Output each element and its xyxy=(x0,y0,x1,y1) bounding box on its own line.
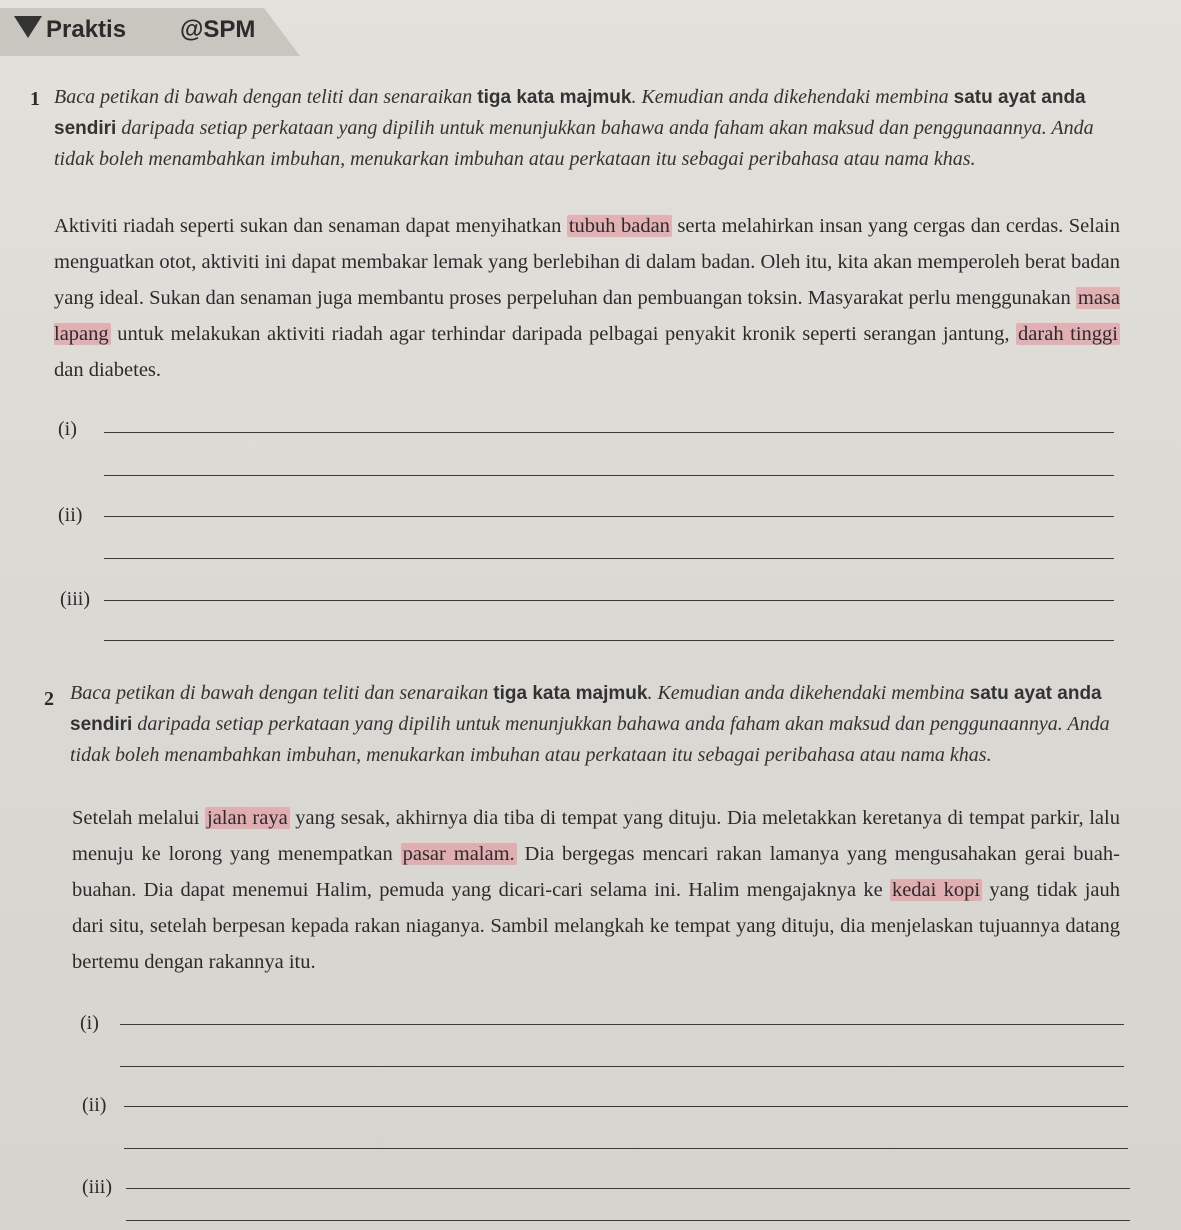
q1-answer-label-i: (i) xyxy=(58,418,77,440)
question-1-passage: Aktiviti riadah seperti sukan dan senaman dapat menyihatkan tubuh badan serta melahirkan insan yang cergas dan cerdas. Selain menguatkan otot, aktiviti ini dapat membakar lemak yang berlebihan di dalam badan. Oleh itu, kita akan memperoleh berat badan yang ideal. Sukan dan senaman juga membantu proses perpeluhan dan pembuangan toksin. Masyarakat perlu menggunakan masa lapang untuk melakukan aktiviti riadah agar terhindar daripada pelbagai penyakit kronik seperti serangan jantung, darah tinggi dan diabetes. xyxy=(54,215,1120,381)
q2-answer-line-ii-2[interactable] xyxy=(124,1148,1128,1149)
triangle-icon xyxy=(14,16,42,38)
highlight-pasar-malam: pasar malam. xyxy=(402,843,515,865)
question-2-passage: Setelah melalui jalan raya yang sesak, akhirnya dia tiba di tempat yang dituju. Dia meletakkan keretanya di tempat parkir, lalu menuju ke lorong yang menempatkan pasar malam. Dia bergegas mencari rakan lamanya yang mengusahakan gerai buah-buahan. Dia dapat menemui Halim, pemuda yang dicari-cari selama ini. Halim mengajaknya ke kedai kopi yang tidak jauh dari situ, setelah berpesan kepada rakan niaganya. Sambil melangkah ke tempat yang dituju, dia menjelaskan tujuannya datang bertemu dengan rakannya itu. xyxy=(72,807,1120,973)
q1-answer-line-iii-2[interactable] xyxy=(104,640,1114,641)
q1-answer-label-iii: (iii) xyxy=(60,588,90,610)
q1-answer-line-ii-2[interactable] xyxy=(104,558,1114,559)
q2-answer-label-ii: (ii) xyxy=(82,1094,107,1116)
highlight-masa-lapang: masa lapang xyxy=(54,287,1120,345)
question-2-number: 2 xyxy=(44,688,54,710)
header-title: Praktis xyxy=(46,16,127,43)
q1-answer-line-ii-1[interactable] xyxy=(104,516,1114,517)
q2-answer-label-iii: (iii) xyxy=(82,1176,112,1198)
q2-answer-line-ii-1[interactable] xyxy=(124,1106,1128,1107)
question-1-number: 1 xyxy=(30,88,40,110)
q1-answer-line-i-2[interactable] xyxy=(104,475,1114,476)
highlight-kedai-kopi: kedai kopi xyxy=(891,879,981,901)
q2-answer-line-iii-1[interactable] xyxy=(126,1188,1130,1189)
header-tag: @SPM xyxy=(180,16,256,43)
q2-answer-line-iii-2[interactable] xyxy=(126,1220,1130,1221)
highlight-tubuh-badan: tubuh badan xyxy=(568,215,670,237)
highlight-jalan-raya: jalan raya xyxy=(207,807,288,829)
highlight-darah-tinggi: darah tinggi xyxy=(1018,323,1118,345)
q2-answer-label-i: (i) xyxy=(80,1012,99,1034)
question-2-instruction: Baca petikan di bawah dengan teliti dan senaraikan tiga kata majmuk. Kemudian anda dikehendaki membina satu ayat anda sendiri daripada setiap perkataan yang dipilih untuk menunjukkan bahawa anda faham akan maksud dan penggunaannya. Anda tidak boleh menambahkan imbuhan, menukarkan imbuhan atau perkataan itu sebagai peribahasa atau nama khas. xyxy=(70,682,1110,766)
q1-answer-label-ii: (ii) xyxy=(58,504,83,526)
q1-answer-line-iii-1[interactable] xyxy=(104,600,1114,601)
q2-answer-line-i-2[interactable] xyxy=(120,1066,1124,1067)
question-1-instruction: Baca petikan di bawah dengan teliti dan senaraikan tiga kata majmuk. Kemudian anda dikehendaki membina satu ayat anda sendiri daripada setiap perkataan yang dipilih untuk menunjukkan bahawa anda faham akan maksud dan penggunaannya. Anda tidak boleh menambahkan imbuhan, menukarkan imbuhan atau perkataan itu sebagai peribahasa atau nama khas. xyxy=(54,86,1094,170)
q1-answer-line-i-1[interactable] xyxy=(104,432,1114,433)
q2-answer-line-i-1[interactable] xyxy=(120,1024,1124,1025)
